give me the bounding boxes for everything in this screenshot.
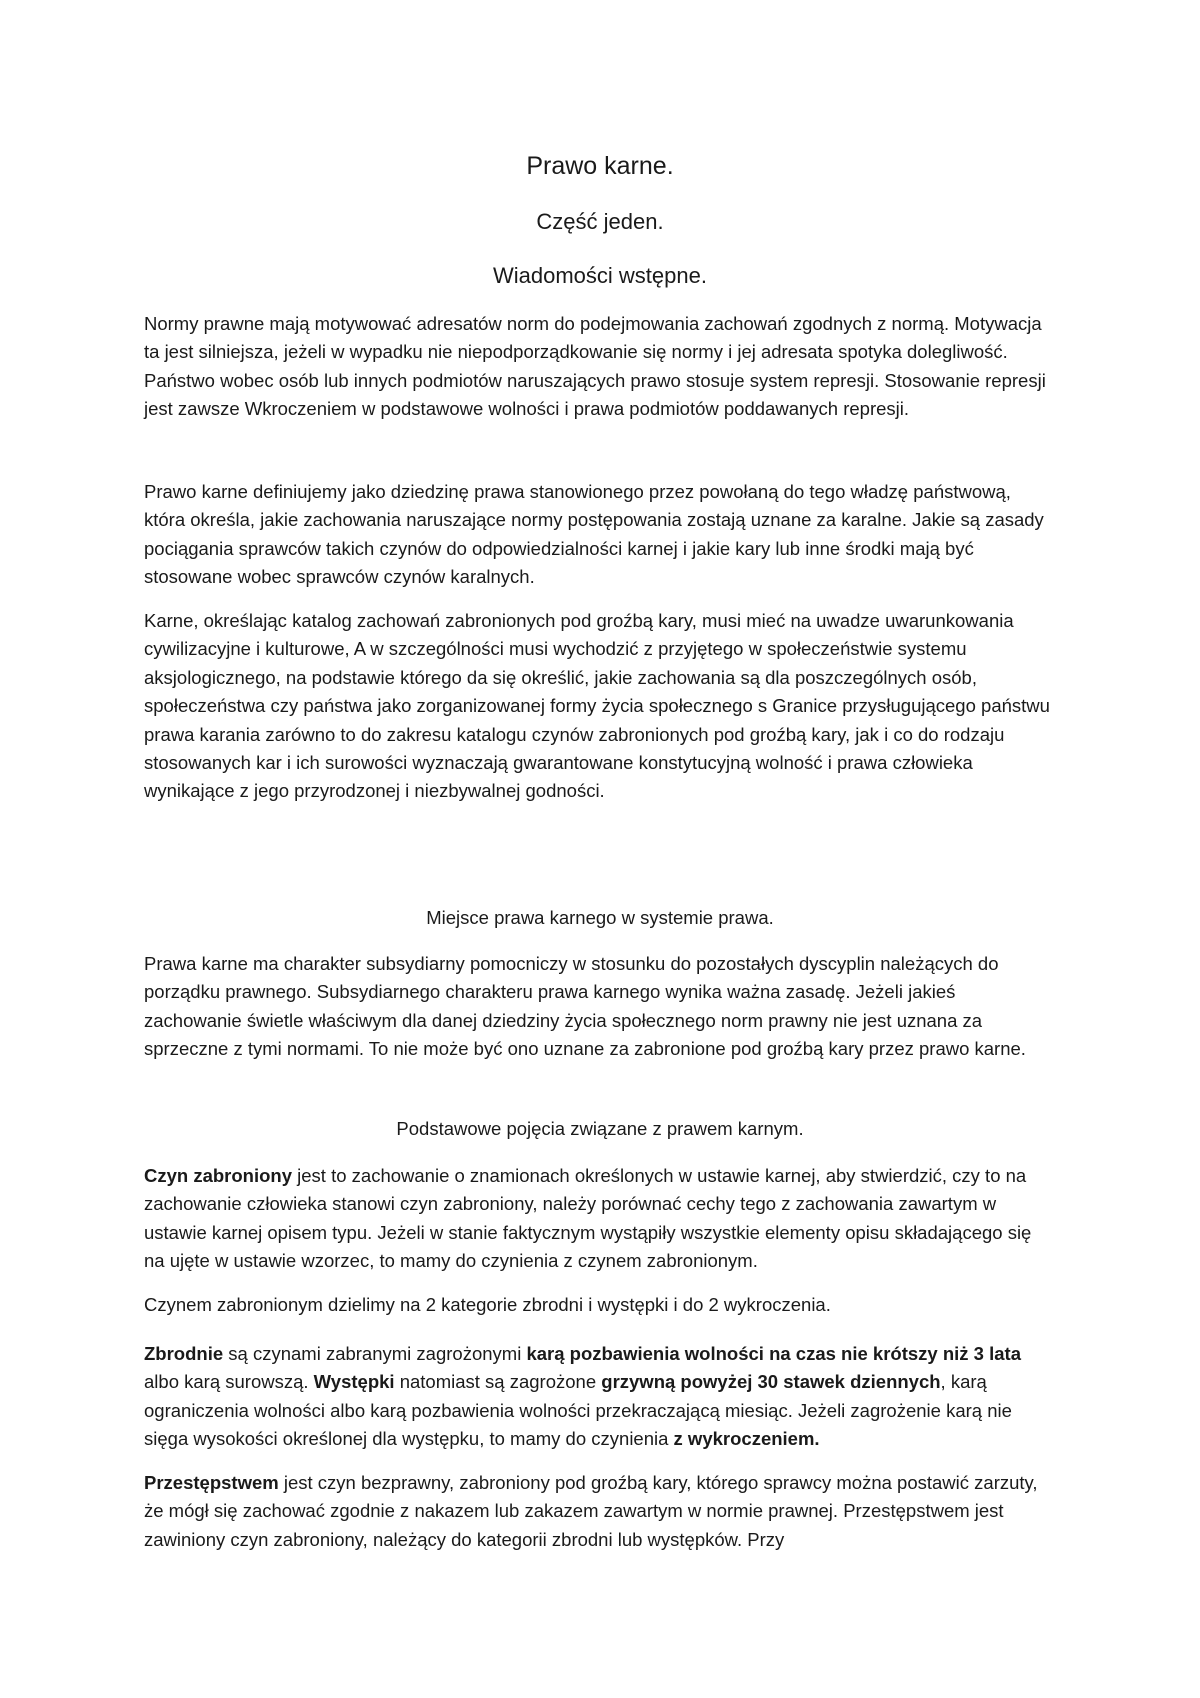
- zbrodnie-text-2: albo karą surowszą.: [144, 1371, 314, 1393]
- section-heading-intro: Wiadomości wstępne.: [493, 263, 707, 288]
- section-heading-place: Miejsce prawa karnego w systemie prawa.: [426, 907, 774, 928]
- term-zbrodnie: Zbrodnie: [144, 1343, 224, 1364]
- wystepki-text-1: natomiast są zagrożone: [394, 1371, 602, 1393]
- term-czyn-zabroniony: Czyn zabroniony: [144, 1165, 293, 1186]
- term-wystepki: Występki: [313, 1371, 395, 1393]
- zbrodnie-penalty: karą pozbawienia wolności na czas nie krótszy niż 3 lata: [526, 1343, 1021, 1364]
- zbrodnie-text-1: są czynami zabranymi zagrożonymi: [223, 1343, 527, 1364]
- paragraph-intro-1: Normy prawne mają motywować adresatów norm do podejmowania zachowań zgodnych z normą. Motywacja ta jest silniejsza, jeżeli w wypadku nie niepodporządkowanie się normy i jej adresata spotyka dolegliwość. Państwo wobec osób lub innych podmiotów naruszających prawo stosuje system represji. Stosowanie represji jest zawsze Wkroczeniem w podstawowe wolności i prawa podmiotów poddawanych represji.: [144, 313, 1046, 420]
- paragraph-czyn: [144, 1162, 1056, 1276]
- paragraph-intro-3: Karne, określając katalog zachowań zabronionych pod groźbą kary, musi mieć na uwadze uwarunkowania cywilizacyjne i kulturowe, A w szczególności musi wychodzić z przyjętego w społeczeństwie systemu aksjologicznego, na podstawie którego da się określić, jakie zachowania są dla poszczególnych osób, społeczeństwa czy państwa jako zorganizowanej formy życia społecznego s Granice przysługującego państwu prawa karania zarówno to do zakresu katalogu czynów zabronionych pod groźbą kary, jak i co do rodzaju stosowanych kar i ich surowości wyznaczają gwarantowane konstytucyjną wolność i prawa człowieka wynikające z jego przyrodzonej i niezbywalnej godności.: [144, 610, 1050, 802]
- paragraph-czyn-text: jest to zachowanie o znamionach określonych w ustawie karnej, aby stwierdzić, czy to na zachowanie człowieka stanowi czyn zabroniony, należy porównać cechy tego z zachowania zawartym w ustawie karnej opisem typu. Jeżeli w stanie faktycznym wystąpiły wszystkie elementy opisu składającego się na ujęte w ustawie wzorzec, to mamy do czynienia z czynem zabronionym.: [144, 1165, 1032, 1272]
- document-subtitle: Część jeden.: [536, 209, 664, 234]
- paragraph-place-1: Prawa karne ma charakter subsydiarny pomocniczy w stosunku do pozostałych dyscyplin należących do porządku prawnego. Subsydiarnego charakteru prawa karnego wynika ważna zasadę. Jeżeli jakieś zachowanie świetle właściwym dla danej dziedziny życia społecznego norm prawny nie jest uznana za sprzeczne z tymi normami. To nie może być ono uznane za zabronione pod groźbą kary przez prawo karne.: [144, 953, 1026, 1060]
- paragraph-intro-2: Prawo karne definiujemy jako dziedzinę prawa stanowionego przez powołaną do tego władzę państwową, która określa, jakie zachowania naruszające normy postępowania zostają uznane za karalne. Jakie są zasady pociągania sprawców takich czynów do odpowiedzialności karnej i jakie kary lub inne środki mają być stosowane wobec sprawców czynów karalnych.: [144, 481, 1044, 588]
- wystepki-penalty: grzywną powyżej 30 stawek dziennych: [601, 1371, 941, 1393]
- wystepki-text-2: , karą ograniczenia wolności albo karą pozbawienia wolności przekraczającą miesiąc. Jeżeli zagrożenie karą nie sięga wysokości określonej dla występku, to mamy do czynienia: [144, 1371, 1012, 1450]
- term-wykroczenie: z wykroczeniem.: [673, 1428, 820, 1450]
- paragraph-zbrodnie: [144, 1340, 1056, 1454]
- term-przestepstwo: Przestępstwem: [144, 1472, 279, 1493]
- paragraph-przestepstwo-text: jest czyn bezprawny, zabroniony pod groźbą kary, którego sprawcy można postawić zarzuty, że mógł się zachować zgodnie z nakazem lub zakazem zawartym w normie prawnej. Przestępstwem jest zawiniony czyn zabroniony, należący do kategorii zbrodni lub występków. Przy: [144, 1472, 1038, 1550]
- section-heading-basic: Podstawowe pojęcia związane z prawem karnym.: [396, 1118, 804, 1139]
- paragraph-kategorie: Czynem zabronionym dzielimy na 2 kategorie zbrodni i występki i do 2 wykroczenia.: [144, 1294, 831, 1315]
- document-title: Prawo karne.: [526, 152, 674, 180]
- paragraph-przestepstwo: [144, 1469, 1056, 1554]
